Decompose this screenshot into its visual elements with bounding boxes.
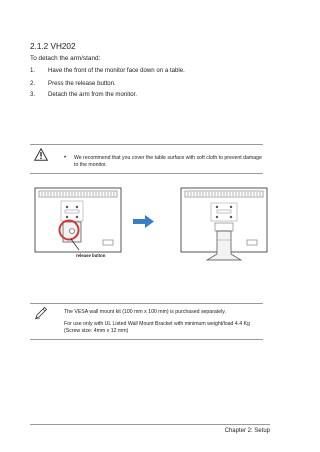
caution-bullet: • xyxy=(64,155,67,161)
step-text: Detach the arm from the monitor. xyxy=(48,91,138,98)
step-number: 1. xyxy=(30,67,36,74)
arrow-icon xyxy=(133,215,154,228)
step-item xyxy=(30,91,137,98)
pen-note-icon xyxy=(34,306,48,320)
step-number: 2. xyxy=(30,80,36,87)
warning-triangle-icon xyxy=(34,148,48,161)
footer-rule xyxy=(30,424,270,425)
caution-bottom-rule xyxy=(30,173,263,174)
step-item xyxy=(30,67,185,74)
intro-text: To detach the arm/stand: xyxy=(30,55,101,62)
step-text: Press the release button. xyxy=(48,80,116,87)
note-bracket-text: For use only with UL Listed Wall Mount Bracket with minimum weight/load 4.4 Kg (Screw size: 4mm x 12 mm) xyxy=(64,321,250,334)
note-bottom-rule xyxy=(30,339,263,340)
page-footer: Chapter 2: Setup xyxy=(224,428,270,434)
note-top-rule xyxy=(30,303,263,304)
detach-illustration xyxy=(33,182,271,264)
step-item xyxy=(30,80,116,87)
release-button-label: release button xyxy=(76,253,106,258)
monitor-back-right-illustration xyxy=(181,188,267,260)
caution-top-rule xyxy=(30,144,263,145)
monitor-back-left-illustration xyxy=(35,188,121,252)
step-text: Have the front of the monitor face down on a table. xyxy=(48,67,185,74)
step-number: 3. xyxy=(30,91,36,98)
caution-message: We recommend that you cover the table surface with soft cloth to prevent damage to the monitor. xyxy=(74,155,262,168)
note-vesa-text: The VESA wall mount kit (100 mm x 100 mm) is purchased separately. xyxy=(64,309,226,315)
caution-text xyxy=(64,155,262,169)
section-heading: 2.1.2 VH202 xyxy=(30,42,76,51)
